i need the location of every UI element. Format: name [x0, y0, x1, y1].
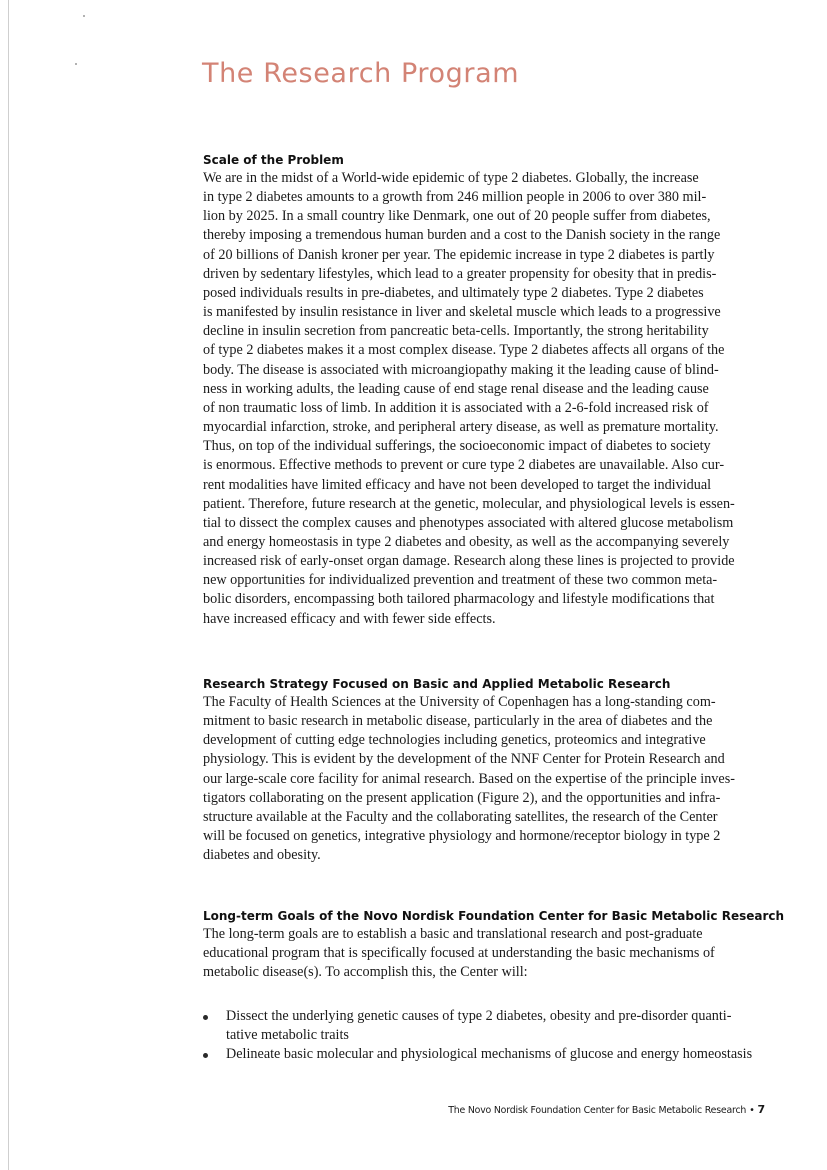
- page-number: 7: [757, 1103, 765, 1116]
- text-line: myocardial infarction, stroke, and peripheral artery disease, as well as premature mortality.: [203, 419, 719, 436]
- text-line: is enormous. Effective methods to prevent or cure type 2 diabetes are unavailable. Also cur-: [203, 457, 725, 474]
- text-line: decline in insulin secretion from pancreatic beta-cells. Importantly, the strong heritability: [203, 323, 709, 340]
- bullet-dot-icon: [203, 1053, 208, 1058]
- text-line: tigators collaborating on the present application (Figure 2), and the opportunities and infra-: [203, 789, 721, 806]
- text-line: thereby imposing a tremendous human burden and a cost to the Danish society in the range: [203, 227, 721, 244]
- page-footer: [448, 1103, 765, 1116]
- text-line: posed individuals results in pre-diabetes, and ultimately type 2 diabetes. Type 2 diabetes: [203, 284, 704, 301]
- text-line: Thus, on top of the individual sufferings, the socioeconomic impact of diabetes to society: [203, 438, 711, 455]
- text-line: tative metabolic traits: [226, 1027, 349, 1044]
- section-long-term-goals: [203, 907, 785, 982]
- scan-speck: [83, 15, 85, 17]
- text-line: in type 2 diabetes amounts to a growth from 246 million people in 2006 to over 380 mil-: [203, 189, 707, 206]
- goals-bullet-list: [203, 1007, 765, 1064]
- page-title: The Research Program: [202, 58, 520, 89]
- section-body: [203, 169, 765, 629]
- scan-speck: [75, 63, 77, 65]
- text-line: have increased efficacy and with fewer side effects.: [203, 610, 496, 627]
- text-line: physiology. This is evident by the development of the NNF Center for Protein Research and: [203, 751, 725, 768]
- text-line: will be focused on genetics, integrative physiology and hormone/receptor biology in type 2: [203, 828, 721, 845]
- list-item: [203, 1007, 765, 1045]
- text-line: development of cutting edge technologies including genetics, proteomics and integrative: [203, 732, 706, 749]
- text-line: tial to dissect the complex causes and phenotypes associated with altered glucose metabolism: [203, 514, 734, 531]
- section-scale-of-the-problem: [203, 151, 765, 629]
- text-line: The Faculty of Health Sciences at the University of Copenhagen has a long-standing com-: [203, 694, 716, 710]
- text-line: of 20 billions of Danish kroner per year. The epidemic increase in type 2 diabetes is partly: [203, 246, 715, 263]
- text-line: driven by sedentary lifestyles, which lead to a greater propensity for obesity that in predis-: [203, 265, 717, 282]
- section-heading: Long-term Goals of the Novo Nordisk Foundation Center for Basic Metabolic Research: [203, 909, 785, 923]
- text-line: educational program that is specifically focused at understanding the basic mechanisms of: [203, 945, 715, 962]
- section-heading: Research Strategy Focused on Basic and Applied Metabolic Research: [203, 677, 671, 691]
- list-item: [203, 1045, 765, 1064]
- text-line: of non traumatic loss of limb. In addition it is associated with a 2-6-fold increased risk of: [203, 399, 709, 416]
- bullet-dot-icon: [203, 1015, 208, 1020]
- text-line: diabetes and obesity.: [203, 847, 321, 864]
- text-line: is manifested by insulin resistance in liver and skeletal muscle which leads to a progressive: [203, 304, 721, 321]
- text-line: We are in the midst of a World-wide epidemic of type 2 diabetes. Globally, the increase: [203, 170, 699, 186]
- text-line: patient. Therefore, future research at the genetic, molecular, and physiological levels is essen-: [203, 495, 735, 512]
- text-line: mitment to basic research in metabolic disease, particularly in the area of diabetes and the: [203, 713, 713, 730]
- text-line: Delineate basic molecular and physiological mechanisms of glucose and energy homeostasis: [226, 1046, 753, 1063]
- text-line: structure available at the Faculty and the collaborating satellites, the research of the Center: [203, 808, 718, 825]
- section-heading: Scale of the Problem: [203, 153, 344, 167]
- text-line: new opportunities for individualized prevention and treatment of these two common meta-: [203, 572, 718, 589]
- section-body: [203, 693, 765, 865]
- text-line: The long-term goals are to establish a basic and translational research and post-graduate: [203, 926, 703, 942]
- text-line: Dissect the underlying genetic causes of type 2 diabetes, obesity and pre-disorder quanti-: [226, 1008, 732, 1024]
- text-line: our large-scale core facility for animal research. Based on the expertise of the principle inves-: [203, 770, 735, 787]
- section-body: [203, 925, 765, 982]
- section-research-strategy: [203, 675, 765, 865]
- text-line: rent modalities have limited efficacy and have not been developed to target the individual: [203, 476, 712, 493]
- text-line: body. The disease is associated with microangiopathy making it the leading cause of blind-: [203, 361, 719, 378]
- text-line: metabolic disease(s). To accomplish this, the Center will:: [203, 964, 528, 981]
- footer-separator: •: [749, 1105, 755, 1116]
- text-line: increased risk of early-onset organ damage. Research along these lines is projected to provide: [203, 553, 735, 570]
- text-line: of type 2 diabetes makes it a most complex disease. Type 2 diabetes affects all organs of the: [203, 342, 725, 359]
- text-line: and energy homeostasis in type 2 diabetes and obesity, as well as the accompanying severely: [203, 533, 730, 550]
- footer-text: The Novo Nordisk Foundation Center for Basic Metabolic Research: [448, 1105, 747, 1116]
- text-line: bolic disorders, encompassing both tailored pharmacology and lifestyle modifications that: [203, 591, 715, 608]
- text-line: ness in working adults, the leading cause of end stage renal disease and the leading cause: [203, 380, 709, 397]
- text-line: lion by 2025. In a small country like Denmark, one out of 20 people suffer from diabetes,: [203, 208, 711, 225]
- left-margin-rule: [8, 0, 9, 1170]
